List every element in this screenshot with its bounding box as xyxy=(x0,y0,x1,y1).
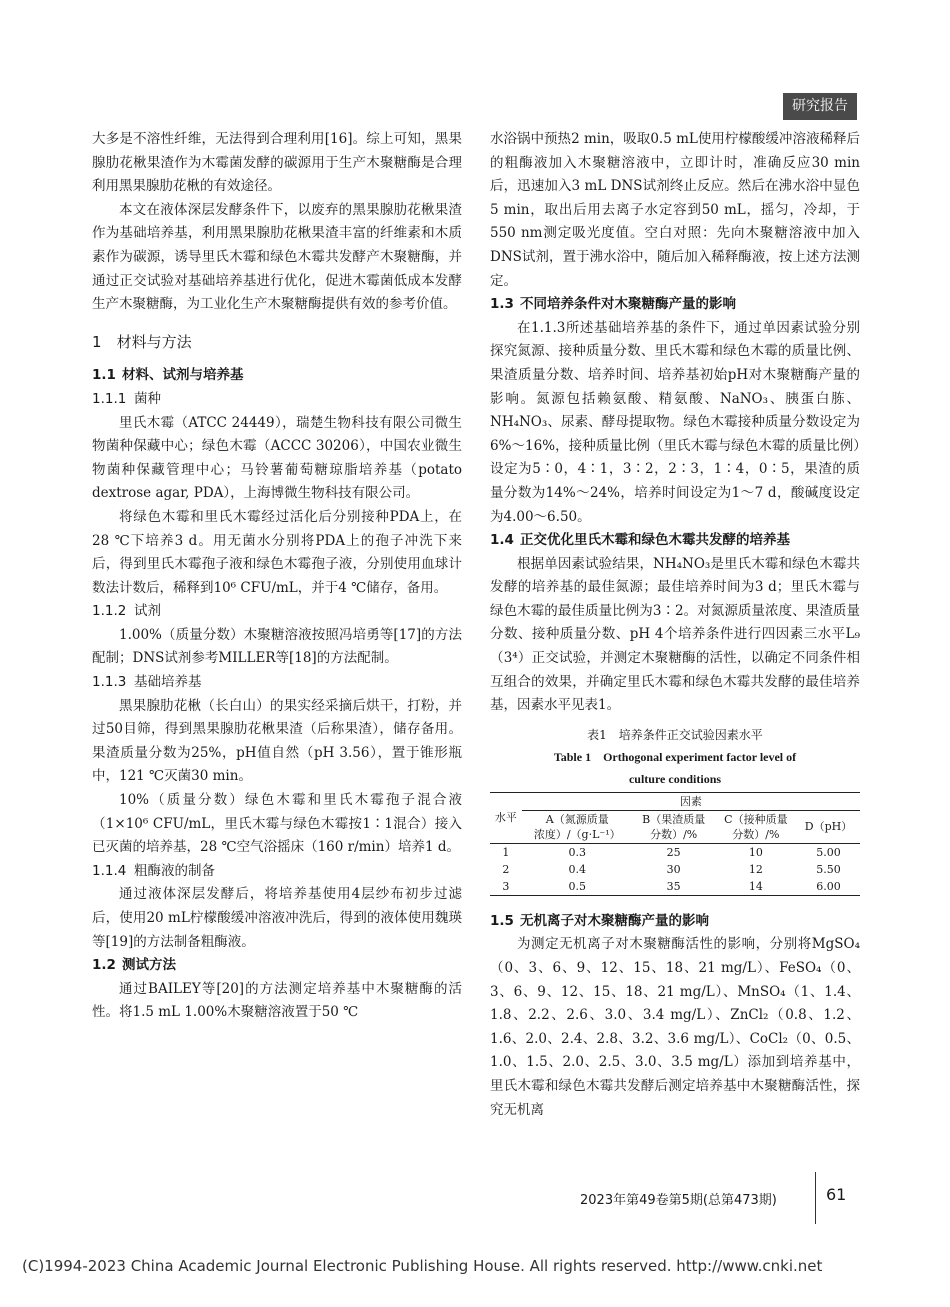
paragraph: 黑果腺肋花楸（长白山）的果实经采摘后烘干，打粉，并过50目筛，得到黑果腺肋花楸果渣（后称果渣），储存备用。果渣质量分数为25%，pH值自然（pH 3.56），置于锥形瓶中，121 ℃灭菌30 min。 xyxy=(92,697,462,785)
page-number: 61 xyxy=(826,1185,847,1204)
subsection-heading xyxy=(490,293,860,317)
table-row xyxy=(490,878,860,896)
subsection-heading xyxy=(92,364,462,388)
issue-info: 2023年第49卷第5期(总第473期) xyxy=(580,1193,777,1208)
subsection-heading xyxy=(490,910,860,934)
table-cell: 5.50 xyxy=(816,862,841,876)
table-cell: 5.00 xyxy=(816,845,841,859)
heading-number: 1.2 xyxy=(92,957,116,974)
table-cell: 0.3 xyxy=(568,845,586,859)
subsubsection-heading xyxy=(92,860,462,884)
table-cell: 0.5 xyxy=(568,879,586,893)
heading-title: 无机离子对木聚糖酶产量的影响 xyxy=(520,912,709,929)
paragraph: 为测定无机离子对木聚糖酶活性的影响，分别将MgSO₄（0、3、6、9、12、15、18、21 mg/L）、FeSO₄（0、3、6、9、12、15、18、21 mg/L）、MnSO₄（1、1.4、1.8、2.2、2.6、3.0、3.4 mg/L）、ZnCl₂（0.8、1.2、1.6、2.0、2.4、2.8、3.2、3.6 mg/L）、CoCl₂（0、0.5、1.0、1.5、2.0、2.5、3.0、3.5 mg/L）添加到培养基中，里氏木霉和绿色木霉共发酵后测定培养基中木聚糖酶活性，探究无机离 xyxy=(490,936,860,1118)
table-row xyxy=(490,861,860,878)
heading-title: 菌种 xyxy=(134,390,161,407)
paragraph: 里氏木霉（ATCC 24449），瑞楚生物科技有限公司微生物菌种保藏中心；绿色木霉（ACCC 30206），中国农业微生物菌种保藏管理中心；马铃薯葡萄糖琼脂培养基（potato dextrose agar, PDA），上海博微生物科技有限公司。 xyxy=(92,414,462,502)
heading-title: 材料、试剂与培养基 xyxy=(122,367,244,384)
paragraph: 水浴锅中预热2 min，吸取0.5 mL使用柠檬酸缓冲溶液稀释后的粗酶液加入木聚糖溶液中，立即计时，准确反应30 min后，迅速加入3 mL DNS试剂终止反应。然后在沸水浴中显色5 min，取出后用去离子水定容到50 mL，摇匀，冷却，于550 nm测定吸光度值。空白对照：先向木聚糖溶液中加入DNS试剂，置于沸水浴中，随后加入稀释酶液，按上述方法测定。 xyxy=(490,131,860,289)
table-row xyxy=(490,843,860,861)
col-a-header-line1: A（氮源质量 xyxy=(545,812,609,826)
table-cell: 3 xyxy=(502,879,510,893)
paragraph: 将绿色木霉和里氏木霉经过活化后分别接种PDA上，在28 ℃下培养3 d。用无菌水分别将PDA上的孢子冲洗下来后，得到里氏木霉孢子液和绿色木霉孢子液，分别使用血球计数法计数后，稀释到10⁶ CFU/mL，并于4 ℃储存，备用。 xyxy=(92,508,462,596)
subsubsection-heading xyxy=(92,671,462,695)
level-header: 水平 xyxy=(490,792,522,843)
table-caption-cn: 表1 培养条件正交试验因素水平 xyxy=(587,727,763,742)
paragraph: 在1.1.3所述基础培养基的条件下，通过单因素试验分别探究氮源、接种质量分数、里氏木霉和绿色木霉的质量比例、果渣质量分数、培养时间、培养基初始pH对木聚糖酶产量的影响。氮源包括赖氨酸、精氨酸、NaNO₃、胰蛋白胨、NH₄NO₃、尿素、酵母提取物。绿色木霉接种质量分数设定为6%～16%，接种质量比例（里氏木霉与绿色木霉的质量比例）设定为5∶0，4∶1，3∶2，2∶3，1∶4，0∶5，果渣的质量分数为14%～24%，培养时间设定为1～7 d，酸碱度设定为4.00～6.50。 xyxy=(490,319,860,525)
paragraph: 大多是不溶性纤维，无法得到合理利用[16]。综上可知，黑果腺肋花楸果渣作为木霉菌发酵的碳源用于生产木聚糖酶是合理利用黑果腺肋花楸的有效途径。 xyxy=(92,131,462,195)
heading-title: 测试方法 xyxy=(122,957,176,974)
factor-level-table xyxy=(490,792,860,896)
factor-header: 因素 xyxy=(522,792,860,810)
table-cell: 12 xyxy=(748,862,763,876)
col-b-header xyxy=(633,810,715,843)
table-cell: 1 xyxy=(502,845,510,859)
col-c-header-line2: 分数）/% xyxy=(732,827,780,841)
paragraph: 根据单因素试验结果，NH₄NO₃是里氏木霉和绿色木霉共发酵的培养基的最佳氮源；最佳培养时间为3 d；里氏木霉与绿色木霉的最佳质量比例为3∶2。对氮源质量浓度、果渣质量分数、接种质量分数、pH 4个培养条件进行四因素三水平L₉（3⁴）正交试验，并测定木聚糖酶的活性，以确定不同条件相互组合的效果，并确定里氏木霉和绿色木霉共发酵的最佳培养基，因素水平见表1。 xyxy=(490,555,860,714)
copyright-notice: (C)1994-2023 China Academic Journal Electronic Publishing House. All rights reserved. http://www.cnki.net xyxy=(22,1257,823,1275)
paragraph: 通过BAILEY等[20]的方法测定培养基中木聚糖酶的活性。将1.5 mL 1.00%木聚糖溶液置于50 ℃ xyxy=(92,980,462,1021)
table-cell: 35 xyxy=(666,879,681,893)
footer-divider xyxy=(815,1172,816,1224)
heading-title: 不同培养条件对木聚糖酶产量的影响 xyxy=(520,296,736,313)
heading-number: 1.1.2 xyxy=(92,603,127,620)
col-b-header-line1: B（果渣质量 xyxy=(642,812,706,826)
table-cell: 10 xyxy=(748,845,763,859)
heading-title: 粗酶液的制备 xyxy=(134,862,215,879)
subsubsection-heading xyxy=(92,388,462,412)
table-cell: 14 xyxy=(748,879,763,893)
section-heading xyxy=(92,331,462,355)
col-b-header-line2: 分数）/% xyxy=(650,827,698,841)
heading-number: 1.1.4 xyxy=(92,862,127,879)
heading-number: 1.5 xyxy=(490,912,514,929)
col-c-header-line1: C（接种质量 xyxy=(724,812,788,826)
col-c-header xyxy=(715,810,797,843)
table-cell: 0.4 xyxy=(568,862,586,876)
heading-title: 基础培养基 xyxy=(134,674,202,691)
heading-title: 材料与方法 xyxy=(116,332,192,351)
heading-title: 试剂 xyxy=(134,603,161,620)
right-column xyxy=(490,128,860,1122)
subsection-heading xyxy=(490,529,860,553)
heading-title: 正交优化里氏木霉和绿色木霉共发酵的培养基 xyxy=(520,532,790,549)
col-a-header-line2: 浓度）/（g·L⁻¹） xyxy=(533,827,621,841)
subsubsection-heading xyxy=(92,600,462,624)
table-caption-en-2: culture conditions xyxy=(628,771,722,786)
paragraph: 通过液体深层发酵后，将培养基使用4层纱布初步过滤后，使用20 mL柠檬酸缓冲溶液冲洗后，得到的液体使用魏瑛等[19]的方法制备粗酶液。 xyxy=(92,886,462,950)
paragraph: 本文在液体深层发酵条件下，以废弃的黑果腺肋花楸果渣作为基础培养基，利用黑果腺肋花楸果渣丰富的纤维素和木质素作为碳源，诱导里氏木霉和绿色木霉共发酵产木聚糖酶，并通过正交试验对基础培养基进行优化，促进木霉菌低成本发酵生产木聚糖酶，为工业化生产木聚糖酶提供有效的参考价值。 xyxy=(92,201,462,313)
table-subheader-row xyxy=(490,810,860,843)
table-cell: 30 xyxy=(666,862,681,876)
table-cell: 6.00 xyxy=(816,879,841,893)
section-tag: 研究报告 xyxy=(783,93,857,120)
heading-number: 1.3 xyxy=(490,296,514,313)
col-d-header: D（pH） xyxy=(804,820,853,834)
heading-number: 1 xyxy=(92,332,102,351)
subsection-heading xyxy=(92,954,462,978)
table-cell: 25 xyxy=(666,845,681,859)
paragraph: 10%（质量分数）绿色木霉和里氏木霉孢子混合液（1×10⁶ CFU/mL，里氏木霉与绿色木霉按1∶1混合）接入已灭菌的培养基，28 ℃空气浴摇床（160 r/min）培养1 d。 xyxy=(92,792,462,856)
table-caption-en: Table 1 Orthogonal experiment factor level of xyxy=(553,749,797,764)
table-cell: 2 xyxy=(502,862,510,876)
heading-number: 1.1.3 xyxy=(92,674,127,691)
heading-number: 1.1 xyxy=(92,367,116,384)
table-header-row xyxy=(490,792,860,810)
paragraph: 1.00%（质量分数）木聚糖溶液按照冯培勇等[17]的方法配制；DNS试剂参考MILLER等[18]的方法配制。 xyxy=(92,626,462,667)
heading-number: 1.1.1 xyxy=(92,390,127,407)
heading-number: 1.4 xyxy=(490,532,514,549)
left-column xyxy=(92,128,462,1025)
col-a-header xyxy=(522,810,633,843)
